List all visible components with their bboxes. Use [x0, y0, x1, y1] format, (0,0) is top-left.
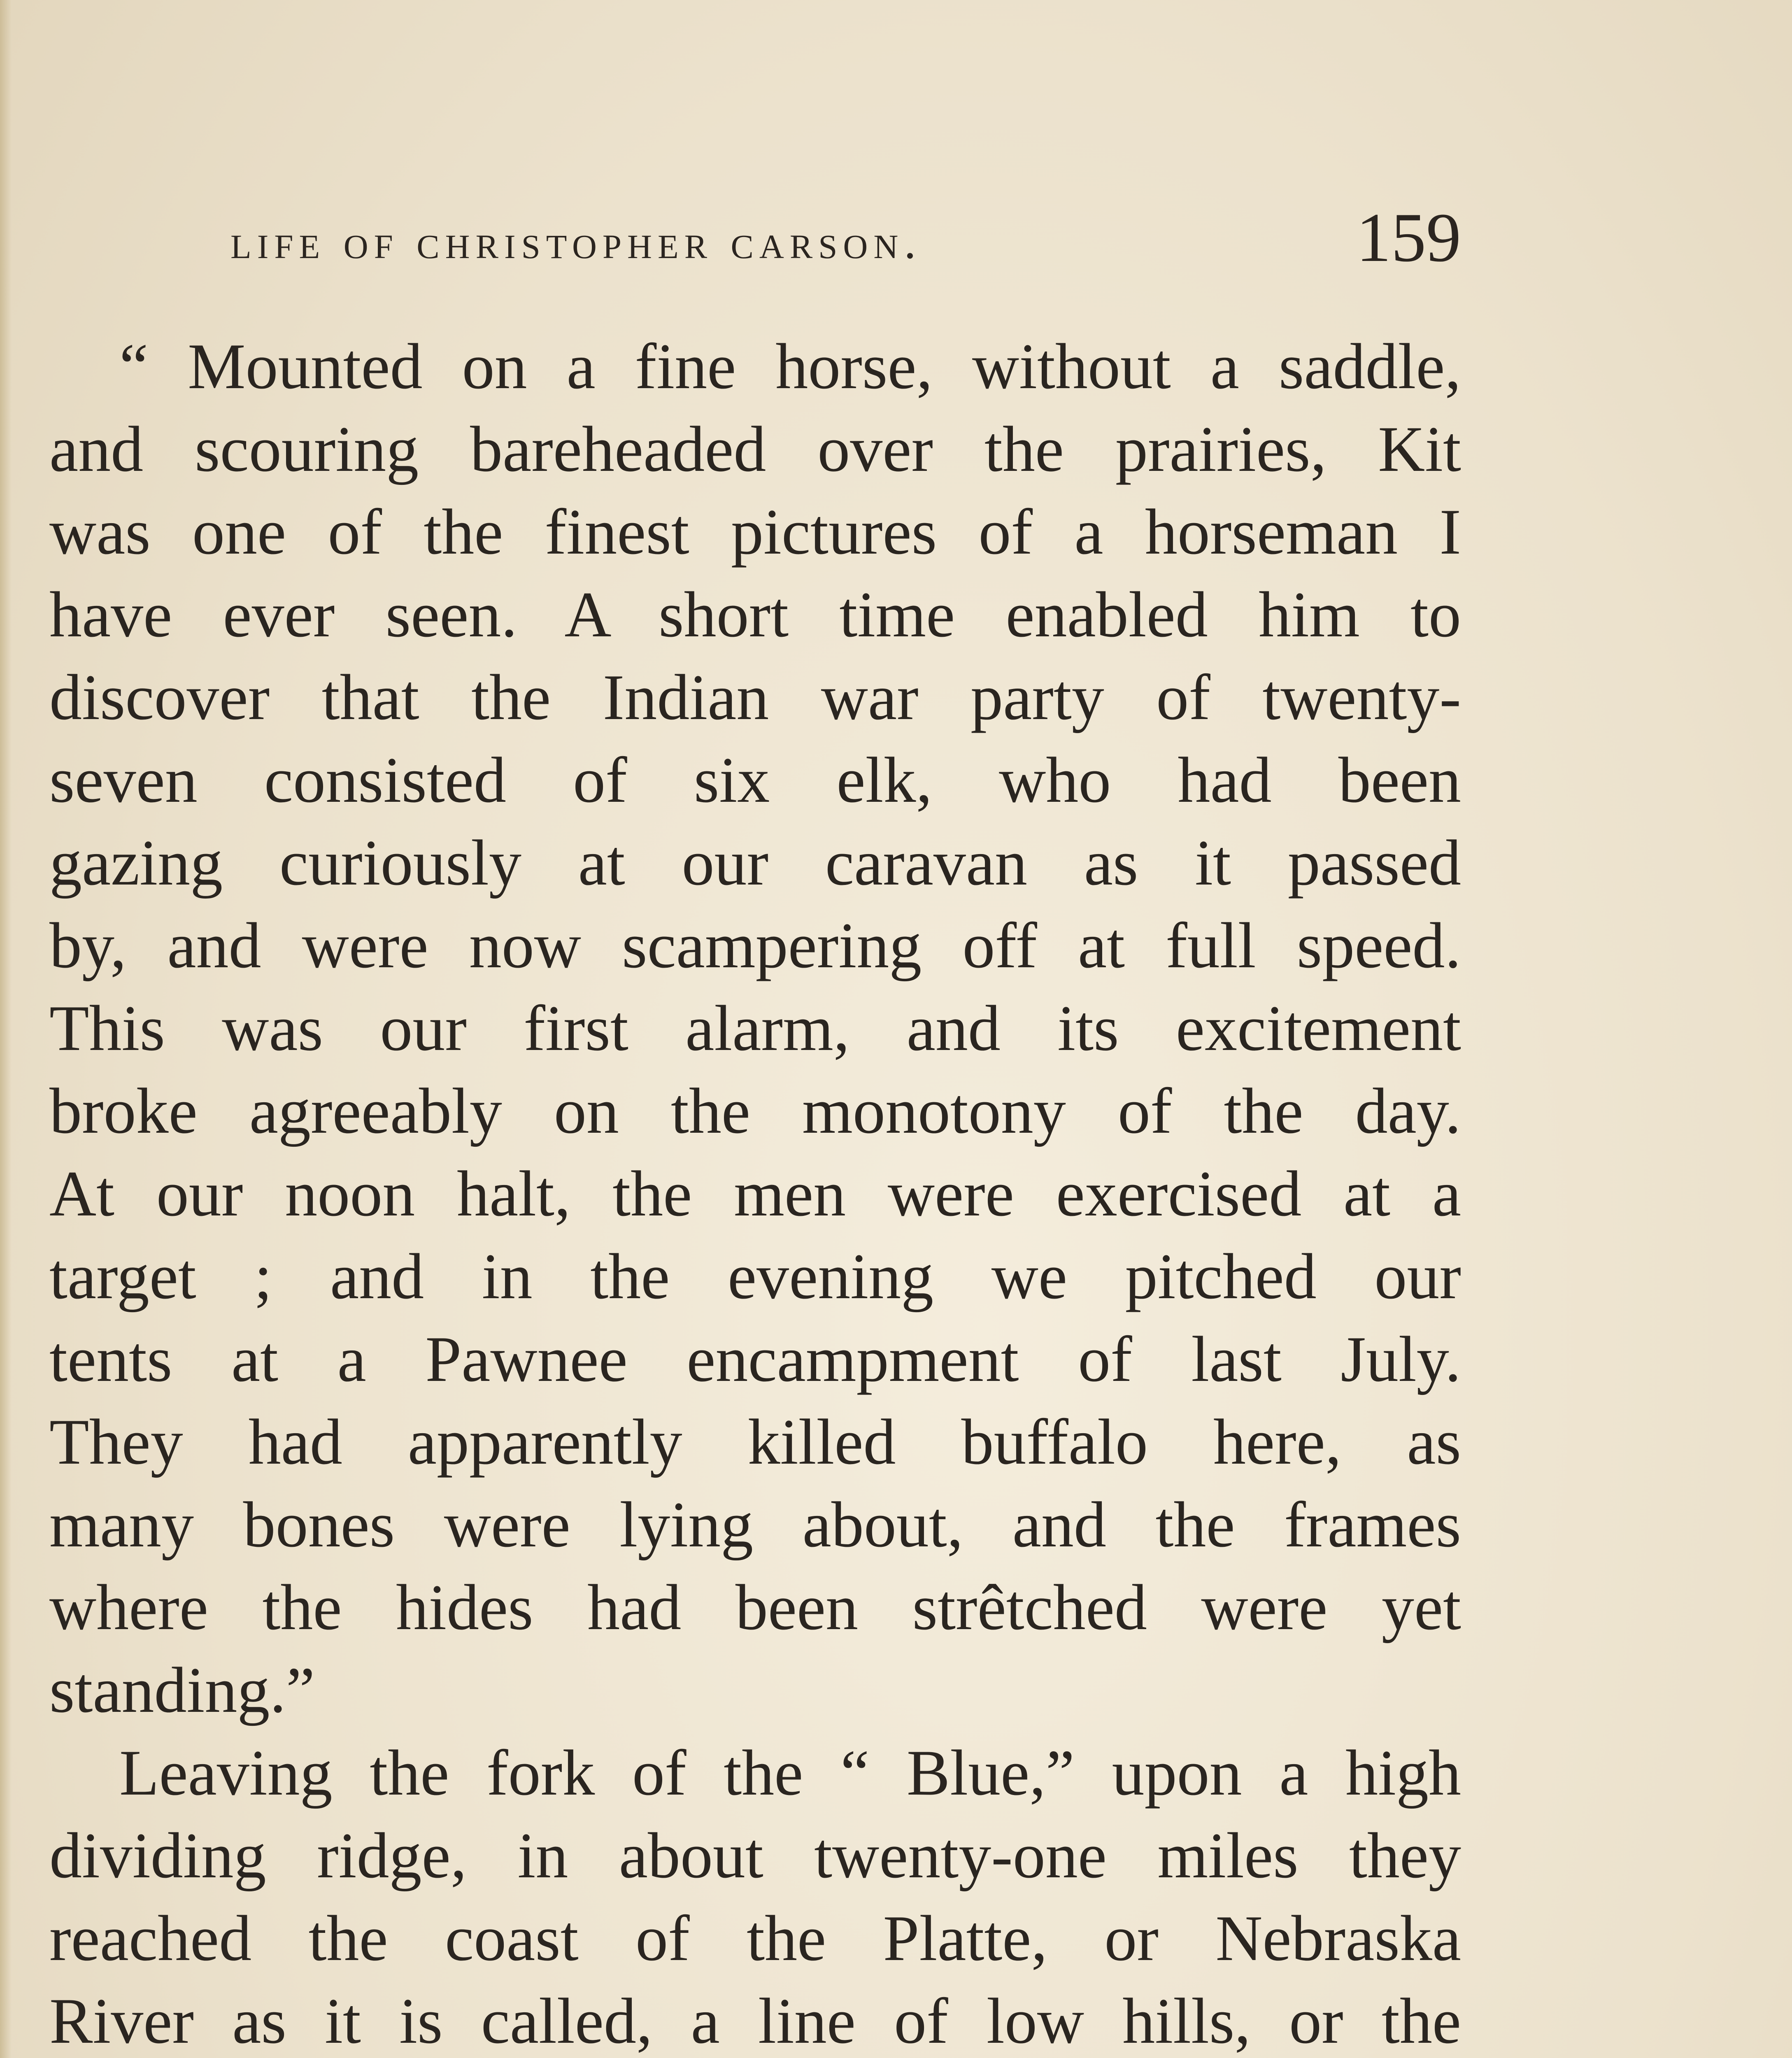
- text-line: target ; and in the evening we pitched our: [49, 1241, 1461, 1313]
- text-line: many bones were lying about, and the frames: [49, 1489, 1461, 1561]
- text-line: They had apparently killed buffalo here, as: [49, 1406, 1461, 1478]
- text-line: Leaving the fork of the “ Blue,” upon a high: [119, 1737, 1461, 1809]
- text-line: reached the coast of the Platte, or Nebraska: [49, 1902, 1461, 1974]
- text-line: discover that the Indian war party of twenty-: [49, 661, 1461, 733]
- text-line: This was our first alarm, and its excitement: [49, 992, 1461, 1064]
- text-line: broke agreeably on the monotony of the day.: [49, 1075, 1461, 1147]
- text-line: standing.”: [49, 1654, 315, 1726]
- text-line: seven consisted of six elk, who had been: [49, 744, 1461, 816]
- body-text: [49, 325, 1461, 2058]
- text-line: have ever seen. A short time enabled him to: [49, 579, 1461, 651]
- page-gutter-shadow: [0, 0, 12, 2058]
- text-line: by, and were now scampering off at full speed.: [49, 910, 1461, 982]
- page-number: 159: [1356, 199, 1461, 276]
- text-line: and scouring bareheaded over the prairies, Kit: [49, 413, 1461, 485]
- running-head: [230, 198, 1461, 288]
- text-line: At our noon halt, the men were exercised at a: [49, 1158, 1461, 1230]
- text-line: River as it is called, a line of low hills, or the: [49, 1985, 1461, 2057]
- running-title: life of christopher carson.: [230, 215, 922, 269]
- text-line: was one of the finest pictures of a horseman I: [49, 496, 1461, 568]
- text-line: dividing ridge, in about twenty-one miles they: [49, 1820, 1461, 1892]
- text-line: “ Mounted on a fine horse, without a saddle,: [119, 331, 1461, 403]
- text-line: gazing curiously at our caravan as it passed: [49, 827, 1461, 899]
- text-line: tents at a Pawnee encampment of last July.: [49, 1323, 1461, 1395]
- text-line: where the hides had been strêtched were yet: [49, 1571, 1461, 1644]
